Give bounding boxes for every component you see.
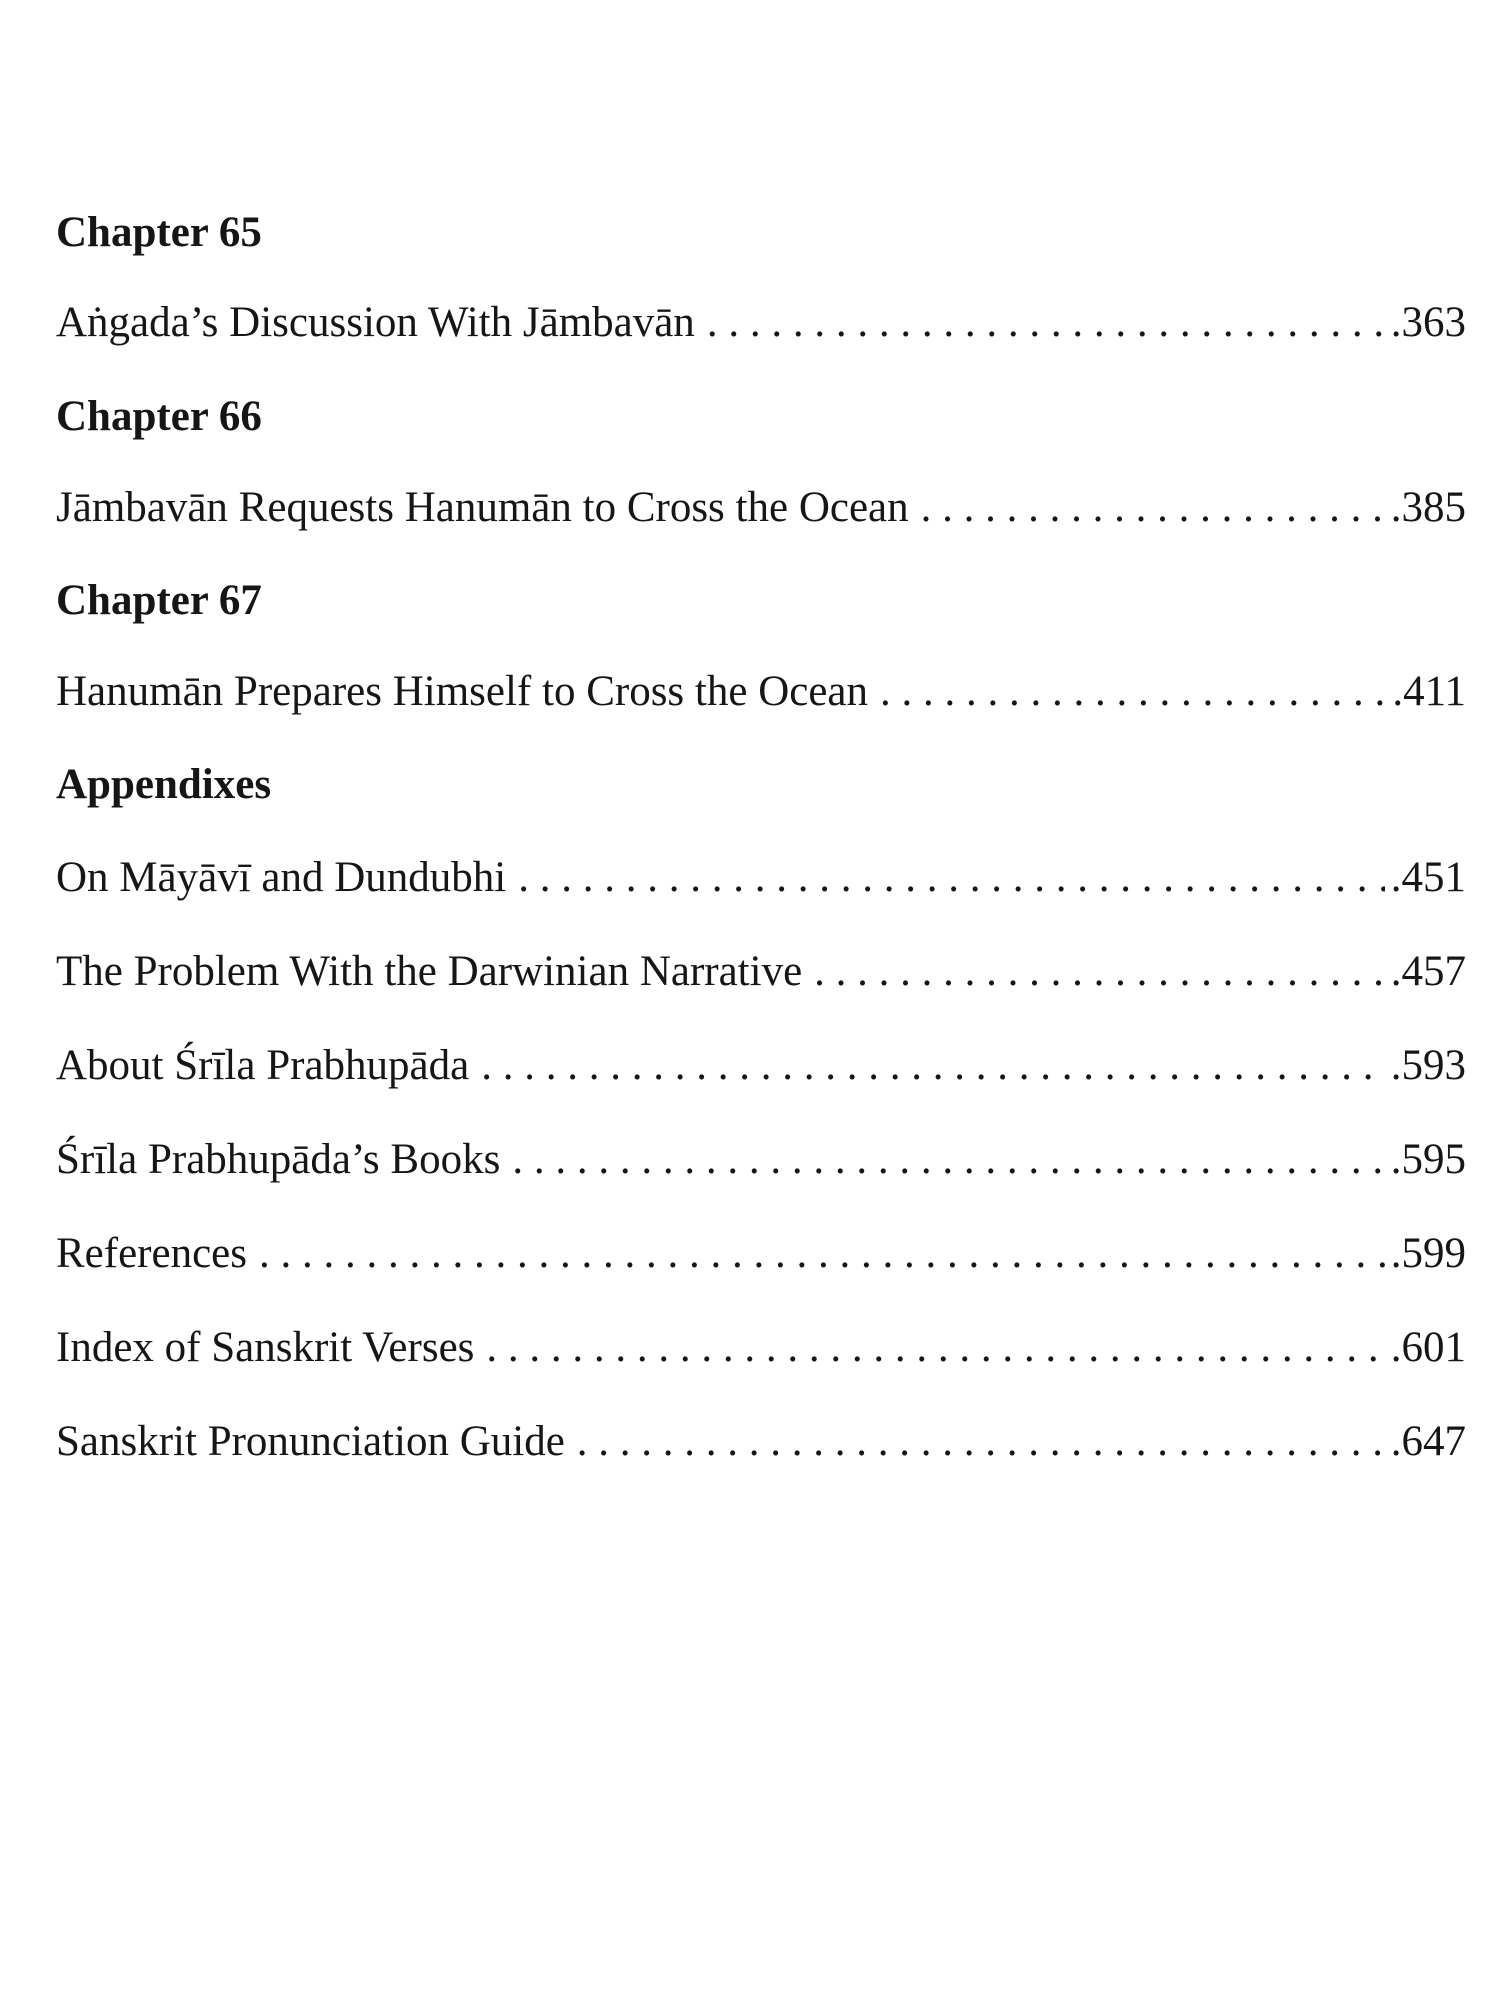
toc-entry[interactable] — [56, 850, 1466, 906]
chapter-heading: Chapter 65 — [56, 209, 262, 256]
chapter-heading: Chapter 66 — [56, 393, 262, 440]
dot-leader — [814, 944, 1385, 1000]
toc-entry-page: .451 — [1390, 854, 1466, 901]
toc-entry-title: Aṅgada’s Discussion With Jāmbavān — [56, 299, 695, 346]
dot-leader — [481, 1038, 1385, 1094]
appendixes-heading: Appendixes — [56, 761, 272, 808]
toc-entry-page: .647 — [1390, 1418, 1466, 1465]
dot-leader — [707, 295, 1385, 351]
toc-entry[interactable] — [56, 295, 1466, 351]
toc-entry-page: .599 — [1390, 1230, 1466, 1277]
toc-entry-page: .457 — [1390, 948, 1466, 995]
toc-entry-page: .595 — [1390, 1136, 1466, 1183]
toc-entry[interactable] — [56, 1038, 1466, 1094]
dot-leader — [486, 1320, 1384, 1376]
toc-entry[interactable] — [56, 1414, 1466, 1470]
toc-entry[interactable] — [56, 944, 1466, 1000]
toc-entry-page: .601 — [1390, 1324, 1466, 1371]
toc-entry-title: Śrīla Prabhupāda’s Books — [56, 1136, 501, 1183]
chapter-heading: Chapter 67 — [56, 577, 262, 624]
toc-entry-page: .593 — [1390, 1042, 1466, 1089]
toc-entry-title: About Śrīla Prabhupāda — [56, 1042, 470, 1089]
dot-leader — [921, 480, 1385, 536]
toc-entry[interactable] — [56, 480, 1466, 536]
toc-entry[interactable] — [56, 1320, 1466, 1376]
dot-leader — [512, 1132, 1384, 1188]
toc-entry-page: .385 — [1390, 484, 1466, 531]
toc-entry-page: .411 — [1392, 668, 1466, 715]
toc-entry-page: .363 — [1390, 299, 1466, 346]
toc-entry-title: Jāmbavān Requests Hanumān to Cross the Ocean — [56, 484, 909, 531]
toc-entry-title: Sanskrit Pronunciation Guide — [56, 1418, 565, 1465]
toc-entry-title: On Māyāvī and Dundubhi — [56, 854, 507, 901]
dot-leader — [518, 850, 1385, 906]
dot-leader — [880, 664, 1386, 720]
toc-entry[interactable] — [56, 1226, 1466, 1282]
toc-entry[interactable] — [56, 1132, 1466, 1188]
table-of-contents — [56, 205, 1466, 1470]
toc-entry-title: The Problem With the Darwinian Narrative — [56, 948, 803, 995]
dot-leader — [577, 1414, 1385, 1470]
toc-entry[interactable] — [56, 664, 1466, 720]
toc-entry-title: Index of Sanskrit Verses — [56, 1324, 475, 1371]
toc-entry-title: References — [56, 1230, 247, 1277]
dot-leader — [259, 1226, 1385, 1282]
toc-entry-title: Hanumān Prepares Himself to Cross the Ocean — [56, 668, 869, 715]
